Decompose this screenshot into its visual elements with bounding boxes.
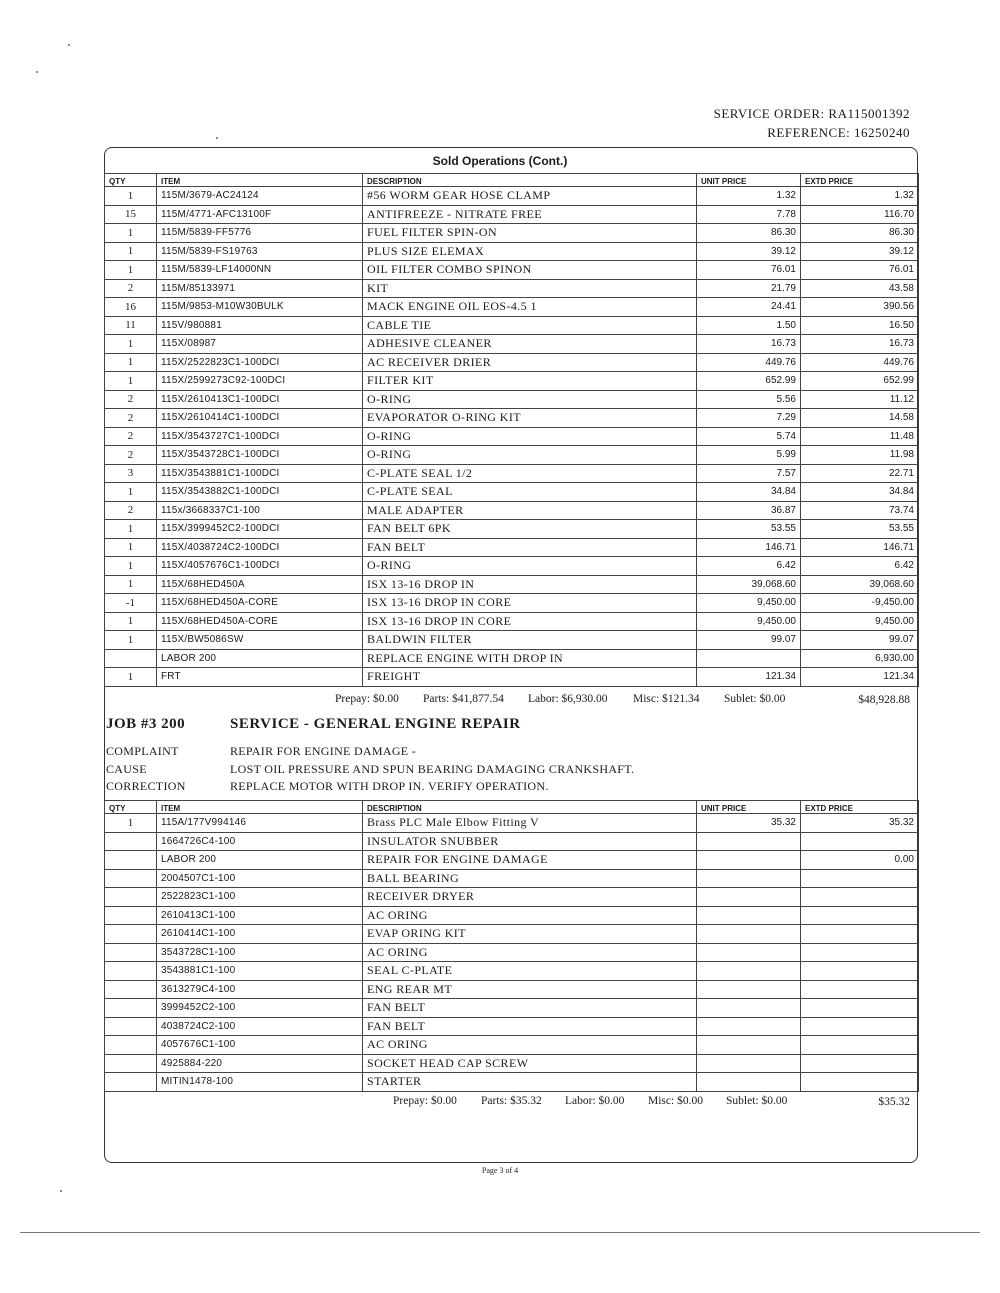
- ext-price-cell: 1.32: [801, 187, 919, 206]
- unit-price-cell: 9,450.00: [697, 612, 801, 631]
- unit-price-cell: [697, 962, 801, 981]
- unit-price-cell: [697, 1017, 801, 1036]
- description-cell: REPLACE ENGINE WITH DROP IN: [363, 649, 697, 668]
- description-cell: FUEL FILTER SPIN-ON: [363, 224, 697, 243]
- ext-price-cell: 14.58: [801, 409, 919, 428]
- ext-price-cell: 22.71: [801, 464, 919, 483]
- qty-cell: [105, 1017, 157, 1036]
- scan-speck: [36, 71, 38, 73]
- job2-sublet-total: Sublet: $0.00: [724, 693, 786, 705]
- item-number-cell: LABOR 200: [157, 649, 363, 668]
- qty-cell: 11: [105, 316, 157, 335]
- qty-cell: 1: [105, 224, 157, 243]
- job2-prepay: Prepay: $0.00: [335, 693, 399, 705]
- unit-price-cell: 7.78: [697, 205, 801, 224]
- item-number-cell: 115M/3679-AC24124: [157, 187, 363, 206]
- job2-labor-total: Labor: $6,930.00: [528, 693, 608, 705]
- description-cell: ADHESIVE CLEANER: [363, 335, 697, 354]
- unit-price-cell: 7.29: [697, 409, 801, 428]
- unit-price-cell: 6.42: [697, 557, 801, 576]
- qty-cell: 1: [105, 261, 157, 280]
- ext-price-cell: 39,068.60: [801, 575, 919, 594]
- description-cell: C-PLATE SEAL: [363, 483, 697, 502]
- ext-price-cell: 11.48: [801, 427, 919, 446]
- item-number-cell: 3543728C1-100: [157, 943, 363, 962]
- table-row: [105, 205, 919, 224]
- unit-price-cell: 1.50: [697, 316, 801, 335]
- qty-cell: 1: [105, 520, 157, 539]
- item-number-cell: 2610414C1-100: [157, 925, 363, 944]
- ext-price-cell: 11.98: [801, 446, 919, 465]
- table-row: [105, 980, 919, 999]
- description-cell: ISX 13-16 DROP IN: [363, 575, 697, 594]
- job3-prepay: Prepay: $0.00: [393, 1095, 457, 1107]
- ext-price-cell: 99.07: [801, 631, 919, 650]
- unit-price-cell: 652.99: [697, 372, 801, 391]
- job2-parts-total: Parts: $41,877.54: [423, 693, 504, 705]
- unit-price-header: UNIT PRICE: [697, 174, 801, 187]
- qty-cell: 2: [105, 279, 157, 298]
- item-number-cell: LABOR 200: [157, 851, 363, 870]
- item-number-cell: 115X/2522823C1-100DCI: [157, 353, 363, 372]
- description-cell: ISX 13-16 DROP IN CORE: [363, 594, 697, 613]
- unit-price-cell: [697, 980, 801, 999]
- unit-price-cell: 99.07: [697, 631, 801, 650]
- table-row: [105, 888, 919, 907]
- qty-cell: 15: [105, 205, 157, 224]
- reference-number: REFERENCE: 16250240: [767, 125, 910, 140]
- description-cell: O-RING: [363, 427, 697, 446]
- description-cell: Brass PLC Male Elbow Fitting V: [363, 814, 697, 833]
- ext-price-cell: 16.73: [801, 335, 919, 354]
- description-cell: FILTER KIT: [363, 372, 697, 391]
- correction-text: REPLACE MOTOR WITH DROP IN. VERIFY OPERATION.: [230, 779, 549, 793]
- unit-price-cell: 1.32: [697, 187, 801, 206]
- item-number-cell: 115X/68HED450A-CORE: [157, 612, 363, 631]
- description-cell: MACK ENGINE OIL EOS-4.5 1: [363, 298, 697, 317]
- unit-price-cell: [697, 999, 801, 1018]
- description-cell: ANTIFREEZE - NITRATE FREE: [363, 205, 697, 224]
- item-number-cell: 115M/85133971: [157, 279, 363, 298]
- table-row: [105, 520, 919, 539]
- description-cell: REPAIR FOR ENGINE DAMAGE: [363, 851, 697, 870]
- table-row: [105, 1073, 919, 1092]
- table-row: [105, 409, 919, 428]
- unit-price-cell: [697, 906, 801, 925]
- table-row: [105, 316, 919, 335]
- qty-cell: [105, 925, 157, 944]
- description-cell: KIT: [363, 279, 697, 298]
- table-row: [105, 224, 919, 243]
- ext-price-cell: 9,450.00: [801, 612, 919, 631]
- unit-price-cell: 76.01: [697, 261, 801, 280]
- item-header: ITEM: [157, 801, 363, 814]
- description-cell: EVAP ORING KIT: [363, 925, 697, 944]
- unit-price-cell: [697, 869, 801, 888]
- item-number-cell: 115M/5839-FS19763: [157, 242, 363, 261]
- ext-price-cell: 652.99: [801, 372, 919, 391]
- description-cell: BALL BEARING: [363, 869, 697, 888]
- table-row: [105, 999, 919, 1018]
- description-cell: #56 WORM GEAR HOSE CLAMP: [363, 187, 697, 206]
- unit-price-cell: 5.56: [697, 390, 801, 409]
- ext-price-cell: 6.42: [801, 557, 919, 576]
- item-number-cell: 115X/3543881C1-100DCI: [157, 464, 363, 483]
- qty-cell: [105, 943, 157, 962]
- item-number-cell: 115X/2610414C1-100DCI: [157, 409, 363, 428]
- unit-price-cell: [697, 1036, 801, 1055]
- qty-cell: [105, 906, 157, 925]
- table-row: [105, 1036, 919, 1055]
- qty-cell: 1: [105, 187, 157, 206]
- description-cell: INSULATOR SNUBBER: [363, 832, 697, 851]
- job3-misc-total: Misc: $0.00: [648, 1095, 703, 1107]
- qty-cell: [105, 980, 157, 999]
- ext-price-cell: [801, 888, 919, 907]
- unit-price-cell: 53.55: [697, 520, 801, 539]
- cause-label: CAUSE: [106, 762, 147, 776]
- job2-grand-total: $48,928.88: [858, 694, 910, 706]
- item-number-cell: MITIN1478-100: [157, 1073, 363, 1092]
- ext-price-cell: 76.01: [801, 261, 919, 280]
- table-row: [105, 538, 919, 557]
- qty-cell: 2: [105, 501, 157, 520]
- description-header: DESCRIPTION: [363, 801, 697, 814]
- description-cell: FAN BELT: [363, 538, 697, 557]
- ext-price-cell: [801, 1036, 919, 1055]
- ext-price-cell: 146.71: [801, 538, 919, 557]
- description-cell: AC ORING: [363, 906, 697, 925]
- unit-price-cell: 35.32: [697, 814, 801, 833]
- qty-cell: [105, 999, 157, 1018]
- description-cell: O-RING: [363, 390, 697, 409]
- service-order-number: SERVICE ORDER: RA115001392: [713, 106, 910, 121]
- qty-cell: 1: [105, 814, 157, 833]
- description-cell: FAN BELT: [363, 999, 697, 1018]
- description-cell: C-PLATE SEAL 1/2: [363, 464, 697, 483]
- qty-cell: [105, 888, 157, 907]
- table-row: [105, 261, 919, 280]
- qty-cell: 16: [105, 298, 157, 317]
- ext-price-cell: [801, 906, 919, 925]
- table-row: [105, 353, 919, 372]
- table-row: [105, 557, 919, 576]
- qty-cell: [105, 649, 157, 668]
- ext-price-cell: [801, 1017, 919, 1036]
- ext-price-cell: 35.32: [801, 814, 919, 833]
- table-row: [105, 501, 919, 520]
- job3-number: JOB #3 200: [106, 716, 186, 732]
- item-number-cell: 115X/3543882C1-100DCI: [157, 483, 363, 502]
- qty-cell: 1: [105, 538, 157, 557]
- item-number-cell: 115M/5839-LF14000NN: [157, 261, 363, 280]
- qty-cell: 1: [105, 668, 157, 687]
- description-cell: SEAL C-PLATE: [363, 962, 697, 981]
- qty-cell: [105, 1054, 157, 1073]
- item-number-cell: 115x/3668337C1-100: [157, 501, 363, 520]
- description-cell: FAN BELT: [363, 1017, 697, 1036]
- qty-cell: 1: [105, 242, 157, 261]
- item-number-cell: 2004507C1-100: [157, 869, 363, 888]
- unit-price-cell: 86.30: [697, 224, 801, 243]
- table-row: [105, 814, 919, 833]
- item-header: ITEM: [157, 174, 363, 187]
- unit-price-cell: [697, 943, 801, 962]
- ext-price-cell: 39.12: [801, 242, 919, 261]
- unit-price-cell: 34.84: [697, 483, 801, 502]
- unit-price-cell: [697, 925, 801, 944]
- table-row: [105, 427, 919, 446]
- ext-price-cell: [801, 943, 919, 962]
- qty-cell: [105, 962, 157, 981]
- qty-cell: [105, 832, 157, 851]
- qty-cell: 2: [105, 427, 157, 446]
- table-row: [105, 298, 919, 317]
- item-number-cell: 115X/3999452C2-100DCI: [157, 520, 363, 539]
- description-cell: FREIGHT: [363, 668, 697, 687]
- unit-price-header: UNIT PRICE: [697, 801, 801, 814]
- ext-price-cell: [801, 962, 919, 981]
- item-number-cell: 3543881C1-100: [157, 962, 363, 981]
- ext-price-cell: [801, 832, 919, 851]
- table-row: [105, 446, 919, 465]
- complaint-text: REPAIR FOR ENGINE DAMAGE -: [230, 744, 417, 758]
- table-header-row: [105, 174, 919, 187]
- ext-price-header: EXTD PRICE: [801, 174, 919, 187]
- qty-cell: [105, 851, 157, 870]
- unit-price-cell: 146.71: [697, 538, 801, 557]
- complaint-label: COMPLAINT: [106, 744, 179, 758]
- unit-price-cell: [697, 888, 801, 907]
- ext-price-cell: 34.84: [801, 483, 919, 502]
- table-row: [105, 335, 919, 354]
- item-number-cell: 3613279C4-100: [157, 980, 363, 999]
- qty-cell: 2: [105, 446, 157, 465]
- qty-header: QTY: [105, 801, 157, 814]
- item-number-cell: 4925884-220: [157, 1054, 363, 1073]
- job3-labor-total: Labor: $0.00: [565, 1095, 625, 1107]
- description-cell: O-RING: [363, 557, 697, 576]
- description-cell: AC ORING: [363, 943, 697, 962]
- table-row: [105, 668, 919, 687]
- job3-parts-total: Parts: $35.32: [481, 1095, 542, 1107]
- item-number-cell: 115X/2599273C92-100DCI: [157, 372, 363, 391]
- ext-price-cell: 449.76: [801, 353, 919, 372]
- job3-grand-total: $35.32: [878, 1096, 910, 1108]
- table-row: [105, 943, 919, 962]
- table-header-row: [105, 801, 919, 814]
- item-number-cell: 1664726C4-100: [157, 832, 363, 851]
- cause-text: LOST OIL PRESSURE AND SPUN BEARING DAMAGING CRANKSHAFT.: [230, 762, 635, 776]
- job3-service-title: SERVICE - GENERAL ENGINE REPAIR: [230, 716, 521, 732]
- item-number-cell: 115M/9853-M10W30BULK: [157, 298, 363, 317]
- ext-price-cell: [801, 925, 919, 944]
- description-cell: ENG REAR MT: [363, 980, 697, 999]
- description-cell: EVAPORATOR O-RING KIT: [363, 409, 697, 428]
- table-row: [105, 390, 919, 409]
- correction-label: CORRECTION: [106, 779, 186, 793]
- ext-price-cell: [801, 1054, 919, 1073]
- description-cell: SOCKET HEAD CAP SCREW: [363, 1054, 697, 1073]
- unit-price-cell: 5.74: [697, 427, 801, 446]
- table-row: [105, 372, 919, 391]
- item-number-cell: 115M/5839-FF5776: [157, 224, 363, 243]
- ext-price-cell: 53.55: [801, 520, 919, 539]
- table-row: [105, 962, 919, 981]
- item-number-cell: 115X/3543727C1-100DCI: [157, 427, 363, 446]
- ext-price-cell: 16.50: [801, 316, 919, 335]
- ext-price-cell: 6,930.00: [801, 649, 919, 668]
- description-cell: O-RING: [363, 446, 697, 465]
- table-row: [105, 594, 919, 613]
- unit-price-cell: [697, 1054, 801, 1073]
- qty-cell: 1: [105, 483, 157, 502]
- job2-misc-total: Misc: $121.34: [633, 693, 700, 705]
- item-number-cell: 115X/2610413C1-100DCI: [157, 390, 363, 409]
- qty-cell: 1: [105, 372, 157, 391]
- qty-cell: 1: [105, 557, 157, 576]
- table-row: [105, 1054, 919, 1073]
- item-number-cell: 4038724C2-100: [157, 1017, 363, 1036]
- qty-cell: 2: [105, 409, 157, 428]
- job2-parts-table: [104, 173, 919, 687]
- unit-price-cell: [697, 851, 801, 870]
- table-row: [105, 649, 919, 668]
- ext-price-cell: 86.30: [801, 224, 919, 243]
- ext-price-cell: [801, 869, 919, 888]
- item-number-cell: 115X/08987: [157, 335, 363, 354]
- ext-price-cell: 43.58: [801, 279, 919, 298]
- qty-cell: 1: [105, 575, 157, 594]
- unit-price-cell: 9,450.00: [697, 594, 801, 613]
- item-number-cell: 115X/3543728C1-100DCI: [157, 446, 363, 465]
- description-cell: PLUS SIZE ELEMAX: [363, 242, 697, 261]
- unit-price-cell: 39,068.60: [697, 575, 801, 594]
- table-row: [105, 832, 919, 851]
- scan-speck: [216, 137, 218, 139]
- table-row: [105, 187, 919, 206]
- item-number-cell: 3999452C2-100: [157, 999, 363, 1018]
- description-cell: MALE ADAPTER: [363, 501, 697, 520]
- unit-price-cell: 24.41: [697, 298, 801, 317]
- item-number-cell: 4057676C1-100: [157, 1036, 363, 1055]
- unit-price-cell: 36.87: [697, 501, 801, 520]
- ext-price-cell: 73.74: [801, 501, 919, 520]
- ext-price-cell: 0.00: [801, 851, 919, 870]
- qty-cell: 3: [105, 464, 157, 483]
- unit-price-cell: [697, 832, 801, 851]
- unit-price-cell: 21.79: [697, 279, 801, 298]
- table-row: [105, 851, 919, 870]
- ext-price-cell: [801, 980, 919, 999]
- ext-price-cell: 116.70: [801, 205, 919, 224]
- table-row: [105, 906, 919, 925]
- page-bottom-rule: [20, 1232, 980, 1233]
- job3-parts-table: [104, 800, 919, 1092]
- ext-price-header: EXTD PRICE: [801, 801, 919, 814]
- description-cell: AC ORING: [363, 1036, 697, 1055]
- qty-cell: 1: [105, 353, 157, 372]
- qty-header: QTY: [105, 174, 157, 187]
- table-row: [105, 925, 919, 944]
- table-row: [105, 483, 919, 502]
- unit-price-cell: 7.57: [697, 464, 801, 483]
- item-number-cell: 115X/68HED450A: [157, 575, 363, 594]
- description-cell: FAN BELT 6PK: [363, 520, 697, 539]
- unit-price-cell: 121.34: [697, 668, 801, 687]
- table-row: [105, 631, 919, 650]
- qty-cell: 1: [105, 335, 157, 354]
- table-row: [105, 1017, 919, 1036]
- ext-price-cell: [801, 999, 919, 1018]
- unit-price-cell: 39.12: [697, 242, 801, 261]
- table-row: [105, 464, 919, 483]
- item-number-cell: 2610413C1-100: [157, 906, 363, 925]
- table-row: [105, 279, 919, 298]
- unit-price-cell: [697, 649, 801, 668]
- item-number-cell: 115X/68HED450A-CORE: [157, 594, 363, 613]
- ext-price-cell: 390.56: [801, 298, 919, 317]
- ext-price-cell: -9,450.00: [801, 594, 919, 613]
- qty-cell: 1: [105, 612, 157, 631]
- qty-cell: -1: [105, 594, 157, 613]
- unit-price-cell: [697, 1073, 801, 1092]
- description-cell: OIL FILTER COMBO SPINON: [363, 261, 697, 280]
- table-row: [105, 242, 919, 261]
- qty-cell: [105, 1036, 157, 1055]
- ext-price-cell: [801, 1073, 919, 1092]
- qty-cell: 1: [105, 631, 157, 650]
- ext-price-cell: 121.34: [801, 668, 919, 687]
- item-number-cell: 115X/BW5086SW: [157, 631, 363, 650]
- qty-cell: [105, 1073, 157, 1092]
- description-cell: STARTER: [363, 1073, 697, 1092]
- description-cell: ISX 13-16 DROP IN CORE: [363, 612, 697, 631]
- description-cell: CABLE TIE: [363, 316, 697, 335]
- item-number-cell: 115V/980881: [157, 316, 363, 335]
- table-row: [105, 869, 919, 888]
- description-cell: AC RECEIVER DRIER: [363, 353, 697, 372]
- item-number-cell: 115M/4771-AFC13100F: [157, 205, 363, 224]
- unit-price-cell: 16.73: [697, 335, 801, 354]
- scan-speck: [60, 1190, 62, 1192]
- unit-price-cell: 449.76: [697, 353, 801, 372]
- description-header: DESCRIPTION: [363, 174, 697, 187]
- ext-price-cell: 11.12: [801, 390, 919, 409]
- item-number-cell: 2522823C1-100: [157, 888, 363, 907]
- description-cell: RECEIVER DRYER: [363, 888, 697, 907]
- table-row: [105, 575, 919, 594]
- job3-sublet-total: Sublet: $0.00: [726, 1095, 788, 1107]
- page-number: Page 3 of 4: [481, 1166, 519, 1175]
- qty-cell: 2: [105, 390, 157, 409]
- item-number-cell: 115A/177V994146: [157, 814, 363, 833]
- scan-speck: [68, 44, 70, 46]
- item-number-cell: 115X/4038724C2-100DCI: [157, 538, 363, 557]
- unit-price-cell: 5.99: [697, 446, 801, 465]
- section-title: Sold Operations (Cont.): [432, 154, 568, 168]
- table-row: [105, 612, 919, 631]
- item-number-cell: FRT: [157, 668, 363, 687]
- item-number-cell: 115X/4057676C1-100DCI: [157, 557, 363, 576]
- description-cell: BALDWIN FILTER: [363, 631, 697, 650]
- qty-cell: [105, 869, 157, 888]
